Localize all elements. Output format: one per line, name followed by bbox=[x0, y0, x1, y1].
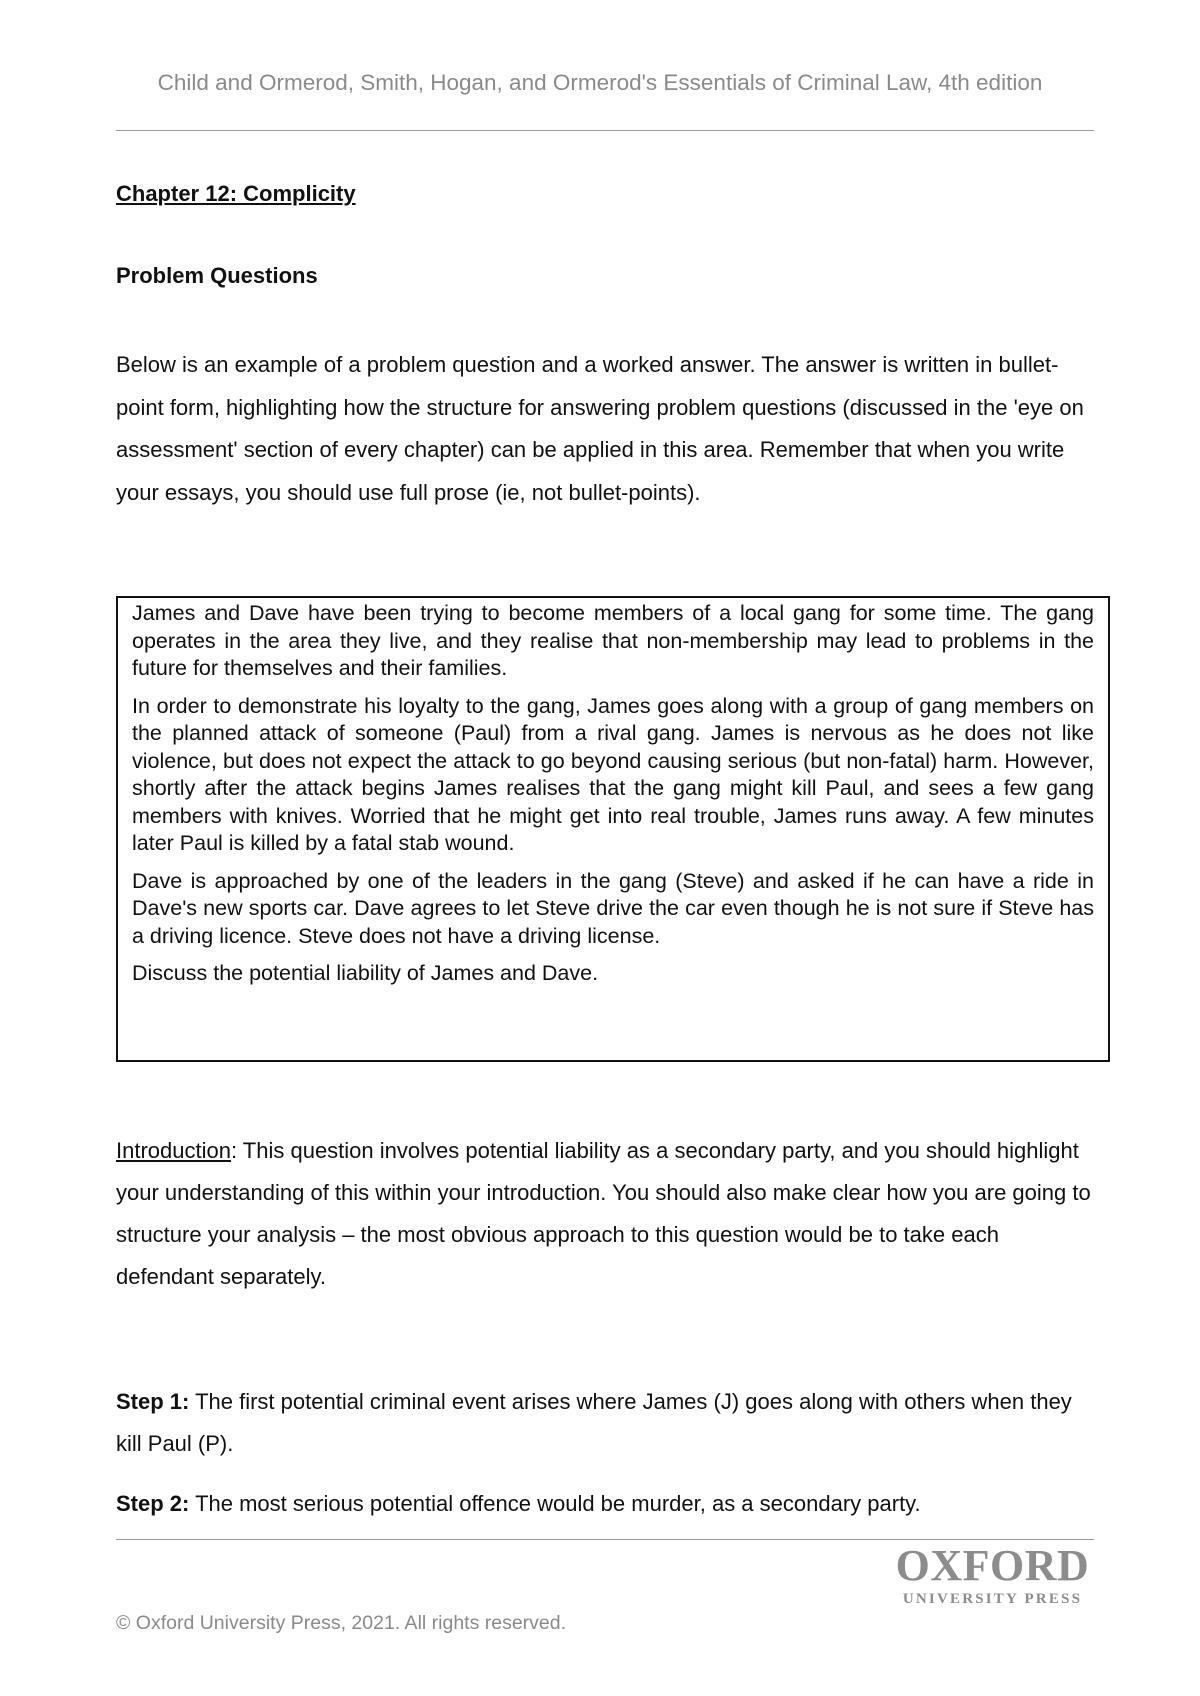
step-1-label: Step 1: bbox=[116, 1389, 190, 1414]
question-paragraph-4: Discuss the potential liability of James and Dave. bbox=[132, 961, 599, 985]
answer-introduction bbox=[116, 1130, 1096, 1298]
introduction-label: Introduction bbox=[116, 1138, 231, 1163]
logo-sub-text: UNIVERSITY PRESS bbox=[902, 1591, 1083, 1607]
running-header: Child and Ormerod, Smith, Hogan, and Ormerod's Essentials of Criminal Law, 4th edition bbox=[157, 70, 1043, 95]
footer-divider bbox=[116, 1539, 1094, 1540]
step-2-label: Step 2: bbox=[116, 1491, 190, 1516]
copyright-notice: © Oxford University Press, 2021. All rights reserved. bbox=[116, 1612, 567, 1634]
intro-paragraph: Below is an example of a problem question and a worked answer. The answer is written in bullet-point form, highlighting how the structure for answering problem questions (discussed in the 'eye on assessment' section of every chapter) can be applied in this area. Remember that when you write your essays, you should use full prose (ie, not bullet-points). bbox=[116, 352, 1084, 505]
introduction-text: : This question involves potential liability as a secondary party, and you should highlight your understanding of this within your introduction. You should also make clear how you are going to structure your analysis – the most obvious approach to this question would be to take each defendant separately. bbox=[116, 1138, 1091, 1289]
step-2-text: The most serious potential offence would be murder, as a secondary party. bbox=[189, 1491, 921, 1516]
chapter-title: Chapter 12: Complicity bbox=[116, 181, 356, 206]
question-paragraph-2: In order to demonstrate his loyalty to the gang, James goes along with a group of gang members on the planned attack of someone (Paul) from a rival gang. James is nervous as he does not like violence, but does not expect the attack to go beyond causing serious (but non-fatal) harm. However, shortly after the attack begins James realises that the gang might kill Paul, and sees a few gang members with knives. Worried that he might get into real trouble, James runs away. A few minutes later Paul is killed by a fatal stab wound. bbox=[132, 693, 1094, 855]
question-paragraph-3: Dave is approached by one of the leaders in the gang (Steve) and asked if he can have a ride in Dave's new sports car. Dave agrees to let Steve drive the car even though he is not sure if Steve has a driving licence. Steve does not have a driving license. bbox=[132, 868, 1094, 948]
question-paragraph-1: James and Dave have been trying to become members of a local gang for some time. The gang operates in the area they live, and they realise that non-membership may lead to problems in the future for themselves and their families. bbox=[132, 601, 1094, 680]
step-1-text: The first potential criminal event arises where James (J) goes along with others when they kill Paul (P). bbox=[116, 1389, 1072, 1456]
header-divider bbox=[116, 130, 1094, 131]
answer-step-2 bbox=[116, 1483, 1096, 1525]
problem-question-box bbox=[116, 596, 1110, 1062]
logo-main-text: OXFORD bbox=[895, 1541, 1090, 1590]
section-title: Problem Questions bbox=[116, 263, 318, 288]
answer-step-1 bbox=[116, 1381, 1096, 1465]
oxford-university-press-logo bbox=[895, 1543, 1090, 1609]
